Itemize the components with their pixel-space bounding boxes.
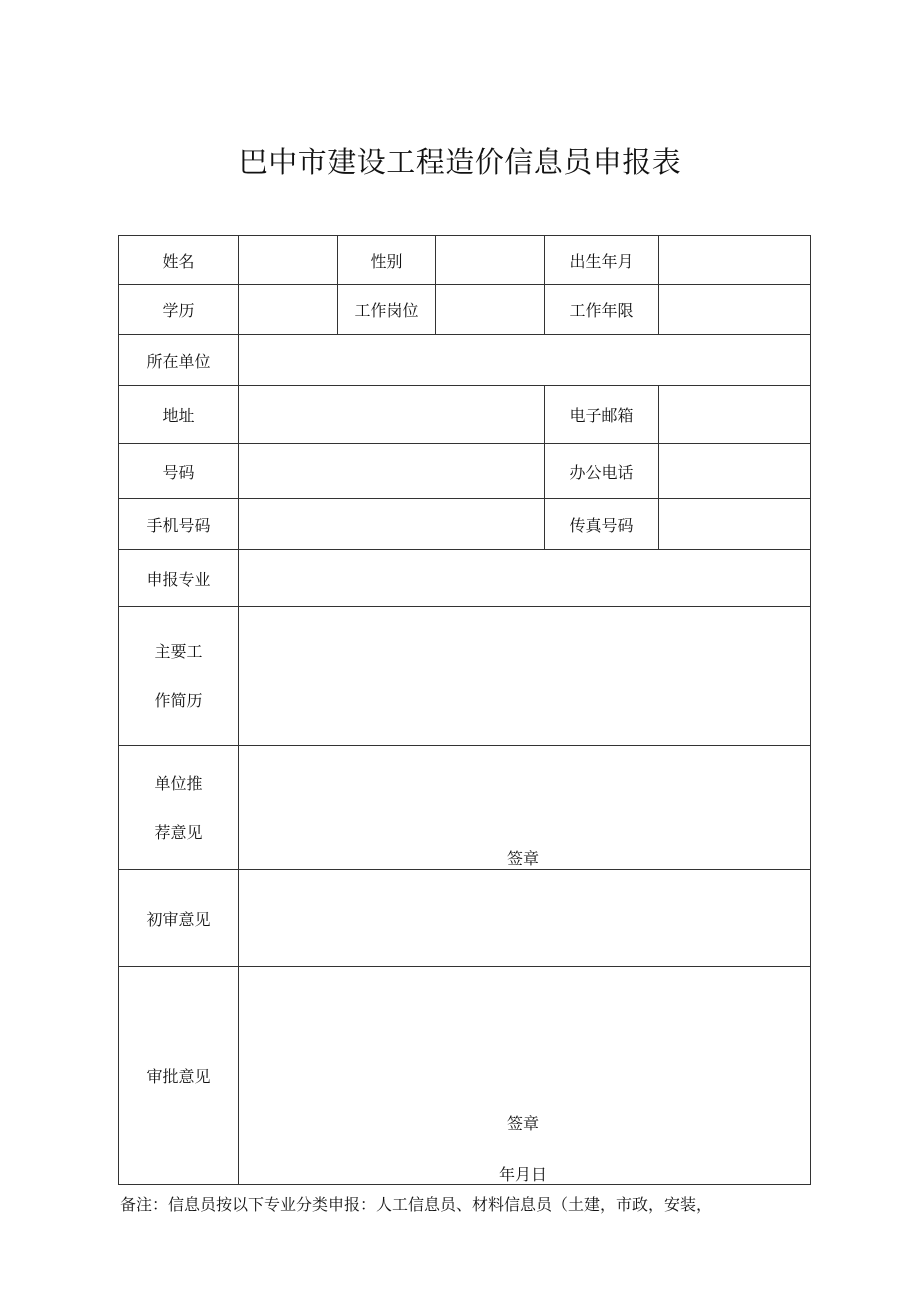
recommend-signature: 签章 (507, 849, 540, 868)
field-office-phone[interactable] (659, 444, 810, 498)
label-resume (119, 607, 238, 745)
label-recommend-line1: 单位推 (154, 773, 203, 793)
field-fax[interactable] (659, 499, 810, 549)
approval-date: 年月日 (499, 1165, 548, 1184)
field-birth[interactable] (659, 236, 810, 284)
field-preliminary[interactable] (239, 870, 810, 966)
label-gender: 性别 (370, 251, 403, 271)
field-address[interactable] (239, 386, 544, 443)
label-resume-line1: 主要工 (154, 642, 203, 661)
label-years: 工作年限 (569, 301, 634, 320)
field-education[interactable] (239, 285, 337, 334)
field-email[interactable] (659, 386, 810, 443)
field-approval[interactable] (239, 967, 810, 1184)
field-mobile[interactable] (239, 499, 544, 549)
field-years[interactable] (659, 285, 810, 334)
field-unit[interactable] (239, 335, 810, 385)
label-preliminary: 初审意见 (146, 909, 211, 929)
footnote: 备注：信息员按以下专业分类申报：人工信息员、材料信息员（土建，市政，安装， (120, 1195, 713, 1214)
field-resume[interactable] (239, 607, 810, 745)
label-specialty: 申报专业 (146, 569, 211, 589)
label-recommend (119, 746, 238, 869)
approval-signature: 签章 (507, 1114, 540, 1133)
label-approval: 审批意见 (146, 1067, 211, 1086)
label-fax: 传真号码 (569, 515, 634, 535)
label-office-phone: 办公电话 (569, 462, 634, 482)
table-border-bottom (118, 1184, 811, 1185)
label-address: 地址 (162, 406, 195, 425)
label-education: 学历 (162, 301, 195, 320)
label-recommend-line2: 荐意见 (154, 822, 203, 842)
label-unit: 所在单位 (146, 351, 211, 371)
field-name[interactable] (239, 236, 337, 284)
label-position: 工作岗位 (354, 301, 419, 320)
table-border-right (810, 235, 811, 1185)
label-name: 姓名 (162, 251, 195, 271)
label-mobile: 手机号码 (146, 515, 211, 535)
field-position[interactable] (436, 285, 544, 334)
label-birth: 出生年月 (569, 251, 634, 271)
label-number: 号码 (162, 462, 195, 482)
label-resume-line2: 作简历 (154, 691, 203, 710)
field-gender[interactable] (436, 236, 544, 284)
label-email: 电子邮箱 (569, 406, 634, 425)
page-title: 巴中市建设工程造价信息员申报表 (238, 145, 682, 179)
field-specialty[interactable] (239, 550, 810, 606)
field-number[interactable] (239, 444, 544, 498)
